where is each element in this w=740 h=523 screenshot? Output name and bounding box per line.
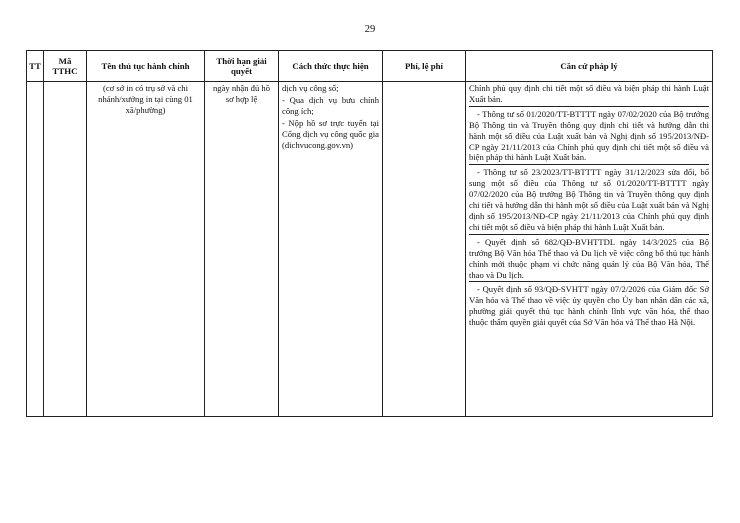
legal-basis-item: - Thông tư số 23/2023/TT-BTTTT ngày 31/12/2023 sửa đổi, bổ sung một số điều của Thông tư số 01/2020/TT-BTTTT ngày 07/02/2020 của Bộ trưởng Bộ Thông tin và Truyền thông quy định chi tiết và hướng dẫn thi hành một số điều của Luật xuất bản và Nghị định số 195/2013/NĐ-CP ngày 21/11/2013 của Chính phủ quy định chi tiết một số điều và biện pháp thi hành Luật Xuất bản.: [469, 164, 709, 233]
method-line: - Qua dịch vụ bưu chính công ích;: [282, 94, 379, 116]
header-can-cu: Căn cứ pháp lý: [466, 51, 713, 82]
legal-basis-item: - Quyết định số 93/QĐ-SVHTT ngày 07/2/2026 của Giám đốc Sở Văn hóa và Thể thao về việc ủy quyền cho Ủy ban nhân dân các xã, phường giải quyết thủ tục hành chính lĩnh vực văn hóa, thể thao thuộc thẩm quyền giải quyết của Sở Văn hóa và Thể thao Hà Nội.: [469, 281, 709, 329]
legal-basis-item: - Thông tư số 01/2020/TT-BTTTT ngày 07/02/2020 của Bộ trưởng Bộ Thông tin và Truyền thông quy định chi tiết và hướng dẫn thi hành một số điều của Luật xuất bản và Nghị định số 195/2013/NĐ-CP ngày 21/11/2013 của Chính phủ quy định chi tiết một số điều và biện pháp thi hành Luật Xuất bản.: [469, 106, 709, 165]
method-line: dịch vụ công số;: [282, 83, 339, 93]
cell-can-cu: [466, 82, 713, 417]
header-phi-le-phi: Phí, lệ phí: [383, 51, 466, 82]
legal-basis-item: Chính phủ quy định chi tiết một số điều và biện pháp thi hành Luật Xuất bản.: [469, 83, 709, 104]
cell-phi-le-phi: [383, 82, 466, 417]
header-cach-thuc: Cách thức thực hiện: [279, 51, 383, 82]
cell-tt: [27, 82, 44, 417]
header-tt: TT: [27, 51, 44, 82]
legal-basis-item: - Quyết định số 682/QĐ-BVHTTDL ngày 14/3/2025 của Bộ trưởng Bộ Văn hóa Thể thao và Du lịch về việc công bố thủ tục hành chính mới thuộc phạm vi chức năng quản lý của Bộ Văn hóa, Thể thao và Du lịch.: [469, 234, 709, 282]
cell-ma-tthc: [44, 82, 87, 417]
page-number: 29: [364, 24, 376, 35]
procedure-table: [26, 50, 713, 417]
cell-cach-thuc: [279, 82, 383, 417]
method-line: - Nộp hồ sơ trực tuyến tại Cổng dịch vụ công quốc gia (dichvucong.gov.vn): [282, 117, 379, 150]
header-thoi-han: Thời hạn giải quyết: [205, 51, 279, 82]
cell-thoi-han: ngày nhận đủ hồ sơ hợp lệ: [205, 82, 279, 417]
header-ma-tthc: Mã TTHC: [44, 51, 87, 82]
table-header-row: [27, 51, 713, 82]
header-ten-thu-tuc: Tên thủ tục hành chính: [87, 51, 205, 82]
table-row: [27, 82, 713, 417]
cell-ten-thu-tuc: (cơ sở in có trụ sở và chi nhánh/xưởng in tại cùng 01 xã/phường): [87, 82, 205, 417]
